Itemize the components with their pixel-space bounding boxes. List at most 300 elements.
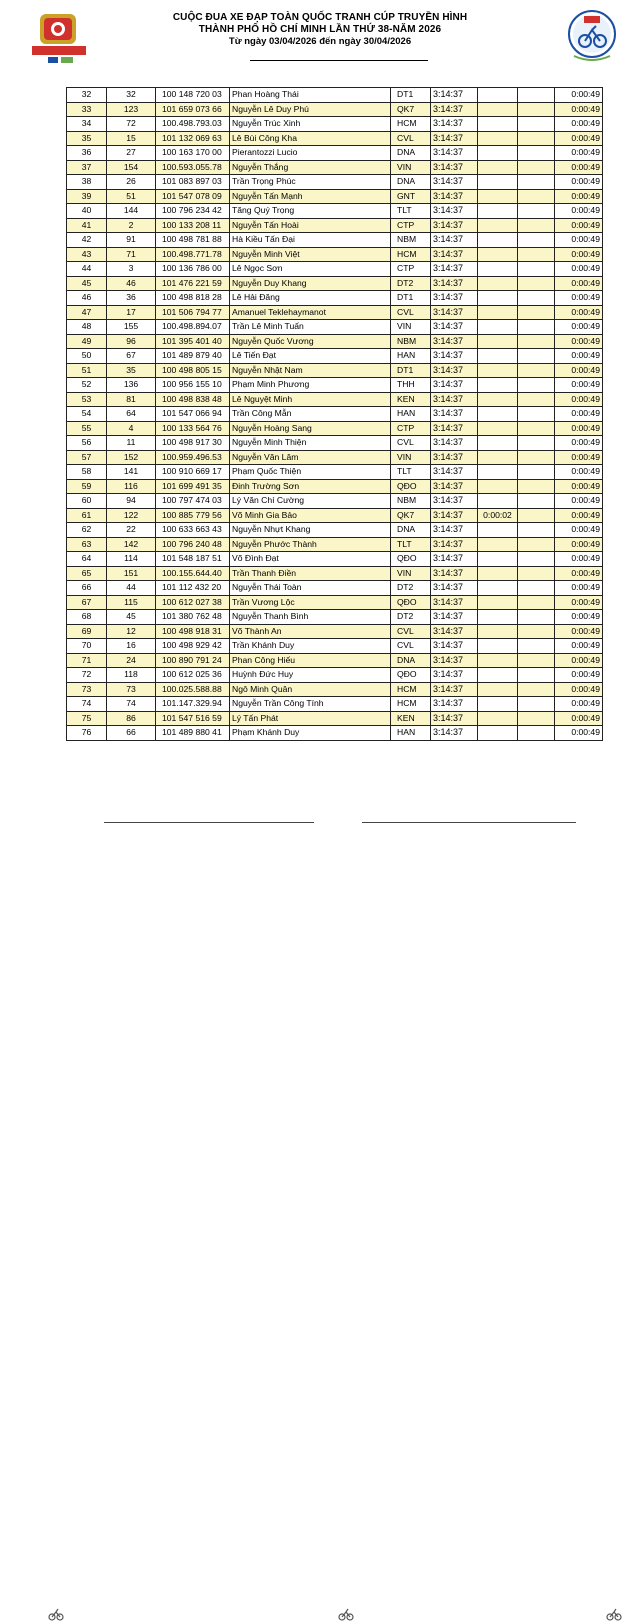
gap-cell: 0:00:49 (555, 247, 603, 262)
empty-cell (518, 436, 555, 451)
table-row (67, 697, 603, 712)
gap-cell: 0:00:49 (555, 262, 603, 277)
table-row (67, 682, 603, 697)
rider-name-cell: Trần Khánh Duy (230, 639, 391, 654)
uci-id-cell: 101 547 066 94 (156, 407, 230, 422)
table-row (67, 320, 603, 335)
table-row (67, 581, 603, 596)
empty-cell (518, 131, 555, 146)
team-code-cell: HCM (391, 247, 431, 262)
bonus-cell (478, 450, 518, 465)
bonus-cell: 0:00:02 (478, 508, 518, 523)
rank-cell: 37 (67, 160, 107, 175)
rider-name-cell: Nguyễn Thắng (230, 160, 391, 175)
rank-cell: 61 (67, 508, 107, 523)
gap-cell: 0:00:49 (555, 421, 603, 436)
empty-cell (518, 262, 555, 277)
rank-cell: 67 (67, 595, 107, 610)
rank-cell: 54 (67, 407, 107, 422)
time-cell: 3:14:37 (431, 189, 478, 204)
empty-cell (518, 102, 555, 117)
cyclist-icon (48, 1607, 64, 1621)
event-subtitle: THÀNH PHỐ HỒ CHÍ MINH LẦN THỨ 38-NĂM 2026 (198, 24, 442, 35)
rank-cell: 56 (67, 436, 107, 451)
time-cell: 3:14:37 (431, 653, 478, 668)
time-cell: 3:14:37 (431, 407, 478, 422)
rider-name-cell: Nguyễn Văn Lâm (230, 450, 391, 465)
time-cell: 3:14:37 (431, 711, 478, 726)
time-cell: 3:14:37 (431, 146, 478, 161)
rank-cell: 73 (67, 682, 107, 697)
uci-id-cell: 101 548 187 51 (156, 552, 230, 567)
table-row (67, 479, 603, 494)
rank-cell: 52 (67, 378, 107, 393)
page-footer (0, 800, 640, 828)
title-block (130, 12, 510, 48)
rider-name-cell: Lê Tiến Đạt (230, 349, 391, 364)
bib-cell: 44 (107, 581, 156, 596)
rider-name-cell: Nguyễn Lê Duy Phú (230, 102, 391, 117)
time-cell: 3:14:37 (431, 523, 478, 538)
rider-name-cell: Nguyễn Trần Công Tính (230, 697, 391, 712)
uci-id-cell: 100 498 917 30 (156, 436, 230, 451)
cup-logo (28, 12, 90, 68)
team-code-cell: TLT (391, 537, 431, 552)
empty-cell (518, 668, 555, 683)
rider-name-cell: Lý Tấn Phát (230, 711, 391, 726)
gap-cell: 0:00:49 (555, 305, 603, 320)
uci-id-cell: 101 547 078 09 (156, 189, 230, 204)
bonus-cell (478, 334, 518, 349)
gap-cell: 0:00:49 (555, 450, 603, 465)
bib-cell: 3 (107, 262, 156, 277)
team-code-cell: DNA (391, 175, 431, 190)
uci-id-cell: 101 489 879 40 (156, 349, 230, 364)
rider-name-cell: Ngô Minh Quân (230, 682, 391, 697)
bonus-cell (478, 363, 518, 378)
bonus-cell (478, 102, 518, 117)
bib-cell: 67 (107, 349, 156, 364)
empty-cell (518, 624, 555, 639)
gap-cell: 0:00:49 (555, 479, 603, 494)
table-row (67, 523, 603, 538)
rider-name-cell: Nguyễn Tấn Hoài (230, 218, 391, 233)
time-cell: 3:14:37 (431, 218, 478, 233)
rider-name-cell: Nguyễn Nhựt Khang (230, 523, 391, 538)
uci-id-cell: 100.155.644.40 (156, 566, 230, 581)
table-row (67, 508, 603, 523)
uci-id-cell: 100 498 918 31 (156, 624, 230, 639)
rank-cell: 60 (67, 494, 107, 509)
uci-id-cell: 101 476 221 59 (156, 276, 230, 291)
rank-cell: 65 (67, 566, 107, 581)
rider-name-cell: Nguyễn Minh Thiện (230, 436, 391, 451)
table-row (67, 349, 603, 364)
time-cell: 3:14:37 (431, 465, 478, 480)
team-code-cell: GNT (391, 189, 431, 204)
bib-cell: 12 (107, 624, 156, 639)
time-cell: 3:14:37 (431, 697, 478, 712)
team-code-cell: QK7 (391, 508, 431, 523)
uci-id-cell: 101 699 491 35 (156, 479, 230, 494)
bib-cell: 24 (107, 653, 156, 668)
rider-name-cell: Amanuel Teklehaymanot (230, 305, 391, 320)
team-code-cell: QK7 (391, 102, 431, 117)
gap-cell: 0:00:49 (555, 204, 603, 219)
time-cell: 3:14:37 (431, 204, 478, 219)
uci-id-cell: 100 890 791 24 (156, 653, 230, 668)
table-row (67, 262, 603, 277)
team-code-cell: DNA (391, 146, 431, 161)
time-cell: 3:14:37 (431, 595, 478, 610)
table-row (67, 276, 603, 291)
cyclist-icon (338, 1607, 354, 1621)
rank-cell: 43 (67, 247, 107, 262)
rank-cell: 71 (67, 653, 107, 668)
time-cell: 3:14:37 (431, 88, 478, 103)
team-code-cell: TLT (391, 465, 431, 480)
time-cell: 3:14:37 (431, 247, 478, 262)
table-row (67, 189, 603, 204)
bonus-cell (478, 262, 518, 277)
bonus-cell (478, 639, 518, 654)
event-dates: Từ ngày 03/04/2026 đến ngày 30/04/2026 (228, 36, 412, 47)
bib-cell: 123 (107, 102, 156, 117)
bonus-cell (478, 595, 518, 610)
table-row (67, 494, 603, 509)
rider-name-cell: Nguyễn Hoàng Sang (230, 421, 391, 436)
uci-id-cell: 100.025.588.88 (156, 682, 230, 697)
table-row (67, 291, 603, 306)
rank-cell: 34 (67, 117, 107, 132)
table-row (67, 378, 603, 393)
bonus-cell (478, 610, 518, 625)
gap-cell: 0:00:49 (555, 465, 603, 480)
rider-name-cell: Võ Thành An (230, 624, 391, 639)
bonus-cell (478, 697, 518, 712)
bib-cell: 15 (107, 131, 156, 146)
uci-id-cell: 100 498 781 88 (156, 233, 230, 248)
empty-cell (518, 218, 555, 233)
bib-cell: 114 (107, 552, 156, 567)
rank-cell: 51 (67, 363, 107, 378)
bonus-cell (478, 494, 518, 509)
uci-id-cell: 100 498 838 48 (156, 392, 230, 407)
uci-id-cell: 101 112 432 20 (156, 581, 230, 596)
bonus-cell (478, 523, 518, 538)
empty-cell (518, 291, 555, 306)
table-row (67, 436, 603, 451)
bonus-cell (478, 349, 518, 364)
time-cell: 3:14:37 (431, 668, 478, 683)
rider-name-cell: Nguyễn Duy Khang (230, 276, 391, 291)
table-row (67, 552, 603, 567)
table-row (67, 610, 603, 625)
time-cell: 3:14:37 (431, 610, 478, 625)
bonus-cell (478, 392, 518, 407)
bib-cell: 151 (107, 566, 156, 581)
bib-cell: 16 (107, 639, 156, 654)
time-cell: 3:14:37 (431, 363, 478, 378)
bib-cell: 118 (107, 668, 156, 683)
gap-cell: 0:00:49 (555, 233, 603, 248)
table-row (67, 334, 603, 349)
rider-name-cell: Phan Công Hiếu (230, 653, 391, 668)
gap-cell: 0:00:49 (555, 131, 603, 146)
gap-cell: 0:00:49 (555, 320, 603, 335)
bonus-cell (478, 407, 518, 422)
team-code-cell: VIN (391, 450, 431, 465)
gap-cell: 0:00:49 (555, 624, 603, 639)
bonus-cell (478, 465, 518, 480)
uci-id-cell: 100 885 779 56 (156, 508, 230, 523)
rider-name-cell: Nguyễn Trúc Xinh (230, 117, 391, 132)
rank-cell: 47 (67, 305, 107, 320)
team-code-cell: HCM (391, 697, 431, 712)
rank-cell: 50 (67, 349, 107, 364)
bib-cell: 2 (107, 218, 156, 233)
empty-cell (518, 726, 555, 741)
gap-cell: 0:00:49 (555, 291, 603, 306)
table-row (67, 407, 603, 422)
gap-cell: 0:00:49 (555, 566, 603, 581)
table-row (67, 175, 603, 190)
empty-cell (518, 682, 555, 697)
team-code-cell: QĐO (391, 479, 431, 494)
table-row (67, 146, 603, 161)
time-cell: 3:14:37 (431, 175, 478, 190)
rider-name-cell: Nguyễn Minh Việt (230, 247, 391, 262)
gap-cell: 0:00:49 (555, 711, 603, 726)
gap-cell: 0:00:49 (555, 189, 603, 204)
rider-name-cell: Trần Lê Minh Tuấn (230, 320, 391, 335)
time-cell: 3:14:37 (431, 537, 478, 552)
empty-cell (518, 88, 555, 103)
rank-cell: 45 (67, 276, 107, 291)
gap-cell: 0:00:49 (555, 697, 603, 712)
table-row (67, 624, 603, 639)
gap-cell: 0:00:49 (555, 146, 603, 161)
signature-line (362, 822, 576, 823)
rider-name-cell: Lê Bùi Công Kha (230, 131, 391, 146)
table-row (67, 421, 603, 436)
table-row (67, 711, 603, 726)
bib-cell: 64 (107, 407, 156, 422)
empty-cell (518, 595, 555, 610)
uci-id-cell: 100.959.496.53 (156, 450, 230, 465)
rider-name-cell: Nguyễn Nhật Nam (230, 363, 391, 378)
gap-cell: 0:00:49 (555, 276, 603, 291)
empty-cell (518, 117, 555, 132)
bonus-cell (478, 88, 518, 103)
table-row (67, 117, 603, 132)
gap-cell: 0:00:49 (555, 378, 603, 393)
bonus-cell (478, 421, 518, 436)
bib-cell: 26 (107, 175, 156, 190)
time-cell: 3:14:37 (431, 639, 478, 654)
empty-cell (518, 711, 555, 726)
empty-cell (518, 639, 555, 654)
bonus-cell (478, 320, 518, 335)
empty-cell (518, 697, 555, 712)
empty-cell (518, 450, 555, 465)
bonus-cell (478, 566, 518, 581)
bonus-cell (478, 117, 518, 132)
bonus-cell (478, 276, 518, 291)
gap-cell: 0:00:49 (555, 363, 603, 378)
table-row (67, 88, 603, 103)
uci-id-cell: 100.593.055.78 (156, 160, 230, 175)
bib-cell: 116 (107, 479, 156, 494)
empty-cell (518, 349, 555, 364)
bonus-cell (478, 668, 518, 683)
bib-cell: 71 (107, 247, 156, 262)
empty-cell (518, 610, 555, 625)
uci-id-cell: 100.498.793.03 (156, 117, 230, 132)
bib-cell: 4 (107, 421, 156, 436)
gap-cell: 0:00:49 (555, 682, 603, 697)
time-cell: 3:14:37 (431, 726, 478, 741)
rank-cell: 66 (67, 581, 107, 596)
team-code-cell: QĐO (391, 668, 431, 683)
rank-cell: 63 (67, 537, 107, 552)
rider-name-cell: Huỳnh Đức Huy (230, 668, 391, 683)
time-cell: 3:14:37 (431, 305, 478, 320)
bonus-cell (478, 624, 518, 639)
rank-cell: 32 (67, 88, 107, 103)
rank-cell: 36 (67, 146, 107, 161)
time-cell: 3:14:37 (431, 479, 478, 494)
empty-cell (518, 204, 555, 219)
rank-cell: 41 (67, 218, 107, 233)
gap-cell: 0:00:49 (555, 392, 603, 407)
table-row (67, 595, 603, 610)
uci-id-cell: 101 380 762 48 (156, 610, 230, 625)
table-row (67, 233, 603, 248)
uci-id-cell: 100 956 155 10 (156, 378, 230, 393)
table-row (67, 566, 603, 581)
time-cell: 3:14:37 (431, 624, 478, 639)
cyclist-icon (606, 1607, 622, 1621)
table-row (67, 465, 603, 480)
team-code-cell: KEN (391, 711, 431, 726)
table-row (67, 537, 603, 552)
gap-cell: 0:00:49 (555, 436, 603, 451)
uci-id-cell: 100 133 564 76 (156, 421, 230, 436)
team-code-cell: HCM (391, 682, 431, 697)
bonus-cell (478, 726, 518, 741)
rider-name-cell: Lê Ngọc Sơn (230, 262, 391, 277)
bonus-cell (478, 581, 518, 596)
rank-cell: 75 (67, 711, 107, 726)
team-code-cell: CTP (391, 262, 431, 277)
bonus-cell (478, 131, 518, 146)
time-cell: 3:14:37 (431, 494, 478, 509)
bib-cell: 155 (107, 320, 156, 335)
table-row (67, 305, 603, 320)
rider-name-cell: Nguyễn Thái Toàn (230, 581, 391, 596)
team-code-cell: DNA (391, 653, 431, 668)
rank-cell: 35 (67, 131, 107, 146)
rank-cell: 62 (67, 523, 107, 538)
rider-name-cell: Đinh Trường Sơn (230, 479, 391, 494)
rider-name-cell: Lê Hải Đăng (230, 291, 391, 306)
team-code-cell: VIN (391, 566, 431, 581)
bib-cell: 32 (107, 88, 156, 103)
team-code-cell: CVL (391, 639, 431, 654)
uci-id-cell: 100 136 786 00 (156, 262, 230, 277)
time-cell: 3:14:37 (431, 392, 478, 407)
empty-cell (518, 465, 555, 480)
table-row (67, 218, 603, 233)
team-code-cell: QĐO (391, 552, 431, 567)
uci-id-cell: 100 796 240 48 (156, 537, 230, 552)
gap-cell: 0:00:49 (555, 494, 603, 509)
bib-cell: 73 (107, 682, 156, 697)
empty-cell (518, 247, 555, 262)
rank-cell: 64 (67, 552, 107, 567)
uci-id-cell: 100.498.771.78 (156, 247, 230, 262)
table-row (67, 247, 603, 262)
team-code-cell: DT1 (391, 363, 431, 378)
bonus-cell (478, 247, 518, 262)
team-code-cell: NBM (391, 494, 431, 509)
team-code-cell: CVL (391, 305, 431, 320)
time-cell: 3:14:37 (431, 102, 478, 117)
time-cell: 3:14:37 (431, 552, 478, 567)
table-row (67, 392, 603, 407)
uci-id-cell: 100 612 027 38 (156, 595, 230, 610)
rider-name-cell: Nguyễn Phước Thành (230, 537, 391, 552)
team-code-cell: DNA (391, 523, 431, 538)
rank-cell: 38 (67, 175, 107, 190)
bonus-cell (478, 175, 518, 190)
bonus-cell (478, 146, 518, 161)
time-cell: 3:14:37 (431, 566, 478, 581)
rank-cell: 44 (67, 262, 107, 277)
empty-cell (518, 421, 555, 436)
bib-cell: 51 (107, 189, 156, 204)
rider-name-cell: Phạm Khánh Duy (230, 726, 391, 741)
time-cell: 3:14:37 (431, 117, 478, 132)
time-cell: 3:14:37 (431, 160, 478, 175)
table-row (67, 450, 603, 465)
empty-cell (518, 566, 555, 581)
event-title: CUỘC ĐUA XE ĐẠP TOÀN QUỐC TRANH CÚP TRUYỀN HÌNH (172, 12, 468, 23)
gap-cell: 0:00:49 (555, 726, 603, 741)
time-cell: 3:14:37 (431, 450, 478, 465)
rider-name-cell: Trần Thanh Điền (230, 566, 391, 581)
gap-cell: 0:00:49 (555, 175, 603, 190)
team-code-cell: HAN (391, 407, 431, 422)
gap-cell: 0:00:49 (555, 334, 603, 349)
table-row (67, 639, 603, 654)
uci-id-cell: 100 910 669 17 (156, 465, 230, 480)
team-code-cell: CVL (391, 131, 431, 146)
empty-cell (518, 276, 555, 291)
bib-cell: 154 (107, 160, 156, 175)
rider-name-cell: Trần Trọng Phúc (230, 175, 391, 190)
bib-cell: 122 (107, 508, 156, 523)
empty-cell (518, 508, 555, 523)
time-cell: 3:14:37 (431, 436, 478, 451)
gap-cell: 0:00:49 (555, 102, 603, 117)
bib-cell: 36 (107, 291, 156, 306)
empty-cell (518, 552, 555, 567)
bib-cell: 35 (107, 363, 156, 378)
bib-cell: 17 (107, 305, 156, 320)
bib-cell: 136 (107, 378, 156, 393)
